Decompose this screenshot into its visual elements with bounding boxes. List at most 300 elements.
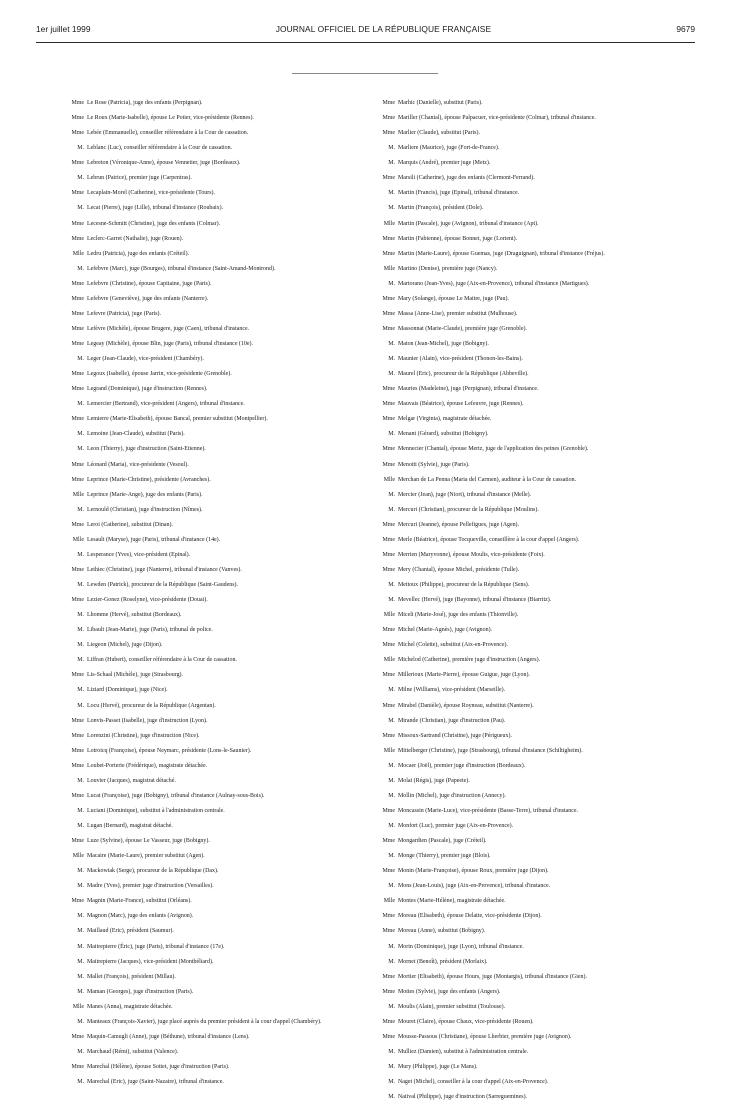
- list-item: [65, 401, 359, 416]
- civility-title: Mme: [71, 100, 84, 106]
- list-item: [65, 462, 359, 477]
- list-item: [376, 281, 670, 296]
- entry-text: Lhomme (Hervé), substitut (Bordeaux).: [87, 612, 182, 619]
- civility-title: Mlle: [72, 536, 84, 543]
- entry-text: Lemierre (Marie-Elisabeth), épouse Bancal, premier substitut (Montpellier).: [87, 416, 268, 423]
- list-item: [65, 507, 359, 522]
- civility-title: Mlle: [72, 1003, 84, 1010]
- entry-text: Legoux (Isabelle), épouse Jarrin, vice-présidente (Grenoble).: [87, 371, 232, 378]
- entry-text: Martin (Pascale), juge (Avignon), tribunal d'instance (Apt).: [398, 220, 539, 227]
- entry-text: Mollin (Michel), juge d'instruction (Annecy).: [398, 792, 506, 799]
- civility-title: M.: [77, 551, 84, 558]
- list-item: [65, 145, 359, 160]
- entry-text: Moncassin (Marie-Luce), vice-présidente (Basse-Terre), tribunal d'instance.: [398, 807, 579, 814]
- entry-text: Lesperance (Yves), vice-président (Epinal).: [87, 551, 191, 558]
- civility-title: Mme: [382, 807, 395, 814]
- list-item: [65, 296, 359, 311]
- civility-title: M.: [388, 356, 395, 363]
- list-item: [376, 748, 670, 763]
- entry-text: Lefebvre (Marc), juge (Bourges), tribunal d'instance (Saint-Amand-Montrond).: [87, 265, 276, 272]
- list-item: [376, 944, 670, 959]
- civility-title: M.: [388, 792, 395, 799]
- list-item: [65, 446, 359, 461]
- entry-text: Marechal (Eric), juge (Saint-Nazaire), tribunal d'instance.: [87, 1079, 224, 1086]
- list-item: [376, 537, 670, 552]
- list-item: [376, 477, 670, 492]
- entry-text: Morin (Dominique), juge (Lyon), tribunal d'instance.: [398, 943, 524, 950]
- entry-text: Lis-Schaal (Michèle), juge (Strasbourg).: [87, 672, 184, 679]
- civility-title: Mme: [382, 536, 395, 543]
- entry-text: Moulis (Alain), premier substitut (Toulouse).: [398, 1003, 506, 1010]
- list-item: [376, 160, 670, 175]
- civility-title: M.: [388, 190, 395, 197]
- entry-text: Martorano (Jean-Yves), juge (Aix-en-Provence), tribunal d'instance (Martigues).: [398, 280, 590, 287]
- list-item: [376, 1004, 670, 1019]
- list-item: [376, 130, 670, 145]
- entry-text: Melgar (Virginia), magistrate détachée.: [398, 416, 492, 423]
- list-item: [376, 883, 670, 898]
- list-item: [65, 522, 359, 537]
- civility-title: M.: [388, 431, 395, 438]
- list-item: [376, 793, 670, 808]
- list-item: [376, 507, 670, 522]
- list-item: [376, 838, 670, 853]
- civility-title: M.: [77, 612, 84, 619]
- entry-text: Lebée (Emmanuelle), conseiller référendaire à la Cour de cassation.: [87, 130, 249, 137]
- header-title: JOURNAL OFFICIEL DE LA RÉPUBLIQUE FRANÇAISE: [275, 24, 492, 34]
- civility-title: M.: [77, 582, 84, 588]
- entry-text: Maillaud (Eric), président (Saumur).: [87, 928, 174, 935]
- list-item: [376, 1064, 670, 1079]
- civility-title: Mme: [71, 130, 84, 137]
- entry-text: Natival (Philippe), juge d'instruction (Sarreguemines).: [398, 1094, 528, 1101]
- list-item: [376, 1049, 670, 1064]
- civility-title: Mlle: [383, 220, 395, 227]
- civility-title: M.: [388, 762, 395, 769]
- list-item: [376, 733, 670, 748]
- entry-text: Merle (Béatrice), épouse Tocqueville, conseillère à la cour d'appel (Angers).: [398, 536, 580, 543]
- civility-title: M.: [77, 205, 84, 212]
- civility-title: Mlle: [383, 476, 395, 483]
- header-date: 1er juillet 1999: [36, 24, 91, 34]
- list-item: [376, 597, 670, 612]
- entry-text: Monfort (Luc), premier juge (Aix-en-Provence).: [398, 823, 514, 829]
- civility-title: Mme: [71, 371, 84, 378]
- list-item: [65, 748, 359, 763]
- entry-text: Leblanc (Luc), conseiller référendaire à la Cour de cassation.: [87, 145, 233, 152]
- entry-text: Martin (Marie-Laure), épouse Guemas, juge (Draguignan), tribunal d'instance (Fréjus).: [398, 250, 605, 257]
- civility-title: M.: [388, 823, 395, 829]
- civility-title: Mme: [382, 521, 395, 528]
- list-item: [65, 1079, 359, 1094]
- list-item: [65, 251, 359, 266]
- page-header: [36, 24, 695, 38]
- civility-title: Mme: [382, 461, 395, 468]
- civility-title: M.: [388, 280, 395, 287]
- civility-title: Mme: [71, 115, 84, 122]
- list-item: [65, 492, 359, 507]
- left-column: [65, 100, 359, 1094]
- civility-title: M.: [77, 702, 84, 709]
- list-item: [65, 928, 359, 943]
- civility-title: Mme: [382, 928, 395, 935]
- list-item: [65, 627, 359, 642]
- list-item: [65, 642, 359, 657]
- civility-title: Mme: [71, 341, 84, 347]
- entry-text: Menotti (Sylvie), juge (Paris).: [398, 461, 470, 468]
- entry-text: Michel (Colette), substitut (Aix-en-Provence).: [398, 642, 508, 649]
- list-item: [376, 853, 670, 868]
- list-item: [65, 311, 359, 326]
- entry-text: Lorenzini (Christine), juge d'instruction (Nice).: [87, 732, 200, 739]
- entry-text: Lemercier (Bertrand), vice-président (Angers), tribunal d'instance.: [87, 401, 245, 408]
- entry-text: Léonard (Maria), vice-présidente (Vesoul).: [87, 461, 189, 468]
- entry-text: Ledru (Patricia), juge des enfants (Créteil).: [87, 250, 190, 257]
- civility-title: M.: [77, 506, 84, 513]
- entry-text: Maitrepierre (Jacques), vice-président (Montbéliard).: [87, 958, 214, 965]
- entry-text: Le Roux (Marie-Isabelle), épouse Le Potier, vice-présidente (Rennes).: [87, 115, 254, 122]
- list-item: [376, 928, 670, 943]
- entry-text: Madre (Yves), premier juge d'instruction (Versailles).: [87, 883, 214, 890]
- list-item: [65, 672, 359, 687]
- civility-title: M.: [388, 371, 395, 378]
- list-item: [376, 582, 670, 597]
- list-item: [65, 326, 359, 341]
- civility-title: Mme: [382, 988, 395, 995]
- entry-text: Molat (Régis), juge (Papeete).: [398, 777, 470, 784]
- entry-text: Le Rose (Patricia), juge des enfants (Perpignan).: [87, 100, 203, 106]
- civility-title: Mme: [71, 838, 84, 845]
- entry-text: Macaire (Marie-Laure), premier substitut (Agen).: [87, 853, 205, 860]
- entry-text: Mery (Chantal), épouse Michel, présidente (Tulle).: [398, 566, 520, 573]
- civility-title: Mme: [71, 732, 84, 739]
- list-item: [65, 868, 359, 883]
- civility-title: Mme: [71, 190, 84, 197]
- civility-title: Mme: [382, 1033, 395, 1040]
- list-item: [376, 627, 670, 642]
- civility-title: Mlle: [383, 265, 395, 272]
- civility-title: Mme: [382, 672, 395, 679]
- entry-text: Maman (Georges), juge d'instruction (Paris).: [87, 988, 194, 995]
- list-item: [65, 1034, 359, 1049]
- entry-text: Martin (Fabienne), épouse Bonnet, juge (Lorient).: [398, 235, 518, 242]
- entry-text: Mennecier (Chantal), épouse Mertz, juge de l'application des peines (Grenoble).: [398, 446, 589, 453]
- list-item: [65, 537, 359, 552]
- entry-text: Liziard (Dominique), juge (Nice).: [87, 687, 168, 694]
- civility-title: M.: [77, 145, 84, 152]
- list-item: [376, 898, 670, 913]
- entry-text: Legrand (Dominique), juge d'instruction (Rennes).: [87, 386, 208, 393]
- list-item: [65, 657, 359, 672]
- list-item: [376, 221, 670, 236]
- list-item: [376, 205, 670, 220]
- civility-title: M.: [388, 160, 395, 167]
- civility-title: M.: [77, 958, 84, 965]
- list-item: [376, 431, 670, 446]
- list-item: [376, 416, 670, 431]
- entry-text: Mornet (Benoît), président (Morlaix).: [398, 958, 488, 965]
- entry-text: Lonvis-Passet (Isabelle), juge d'instruction (Lyon).: [87, 717, 208, 724]
- civility-title: M.: [77, 988, 84, 995]
- entry-text: Leger (Jean-Claude), vice-président (Chambéry).: [87, 356, 204, 363]
- entry-text: Liffran (Hubert), conseiller référendaire à la Cour de cassation.: [87, 657, 237, 664]
- list-item: [65, 221, 359, 236]
- civility-title: Mme: [71, 747, 84, 754]
- civility-title: M.: [388, 1094, 395, 1101]
- entry-text: Mauries (Madeleine), juge (Perpignan), tribunal d'instance.: [398, 386, 539, 393]
- civility-title: Mme: [71, 898, 84, 905]
- civility-title: M.: [77, 807, 84, 814]
- list-item: [376, 236, 670, 251]
- entry-text: Marechal (Hélène), épouse Sottet, juge d'instruction (Paris).: [87, 1064, 230, 1070]
- civility-title: Mme: [71, 597, 84, 604]
- civility-title: M.: [77, 446, 84, 453]
- civility-title: Mme: [71, 220, 84, 227]
- list-item: [65, 597, 359, 612]
- list-item: [65, 552, 359, 567]
- entry-text: Lecesne-Schmitt (Christine), juge des enfants (Colmar).: [87, 220, 221, 227]
- list-item: [65, 898, 359, 913]
- entry-text: Mongardien (Pascale), juge (Créteil).: [398, 838, 487, 845]
- civility-title: Mme: [71, 280, 84, 287]
- civility-title: Mme: [382, 627, 395, 634]
- civility-title: Mme: [382, 295, 395, 302]
- civility-title: Mme: [382, 386, 395, 393]
- list-item: [65, 1064, 359, 1079]
- entry-text: Mocaer (Joël), premier juge d'instruction (Bordeaux).: [398, 762, 526, 769]
- civility-title: Mme: [382, 325, 395, 332]
- header-short-rule: [292, 73, 438, 74]
- entry-text: Marsili (Catherine), juge des enfants (Clermont-Ferrand).: [398, 175, 535, 182]
- civility-title: M.: [77, 265, 84, 272]
- civility-title: Mme: [71, 672, 84, 679]
- entry-text: Menant (Gérard), substitut (Bobigny).: [398, 431, 489, 438]
- list-item: [376, 974, 670, 989]
- list-item: [65, 130, 359, 145]
- list-item: [376, 642, 670, 657]
- entry-text: Mirabel (Danièle), épouse Royneau, substitut (Nanterre).: [398, 702, 534, 709]
- entry-text: Liegeon (Michel), juge (Dijon).: [87, 642, 163, 649]
- civility-title: M.: [77, 823, 84, 829]
- civility-title: M.: [388, 341, 395, 347]
- entry-text: Mercuri (Christian), procureur de la République (Moulins).: [398, 506, 539, 513]
- entry-text: Michelod (Catherine), première juge d'instruction (Angers).: [398, 657, 541, 664]
- list-item: [65, 175, 359, 190]
- list-item: [376, 823, 670, 838]
- entry-text: Maurel (Eric), procureur de la République (Abbeville).: [398, 371, 529, 378]
- list-item: [65, 793, 359, 808]
- entry-text: Mauvais (Béatrice), épouse Lefeuvre, juge (Rennes).: [398, 401, 524, 408]
- list-item: [376, 868, 670, 883]
- list-item: [65, 959, 359, 974]
- entry-text: Lesault (Maryse), juge (Paris), tribunal d'instance (14e).: [87, 536, 221, 543]
- civility-title: M.: [77, 627, 84, 634]
- civility-title: M.: [388, 491, 395, 498]
- list-item: [65, 733, 359, 748]
- civility-title: M.: [388, 597, 395, 604]
- list-item: [65, 100, 359, 115]
- civility-title: Mme: [382, 913, 395, 920]
- civility-title: Mme: [382, 1018, 395, 1025]
- list-item: [65, 853, 359, 868]
- entry-text: Lecat (Pierre), juge (Lille), tribunal d'instance (Roubaix).: [87, 205, 224, 212]
- entry-text: Mortier (Elisabeth), épouse Hours, juge (Montargis), tribunal d'instance (Gien).: [398, 973, 587, 980]
- entry-text: Marliere (Maurice), juge (Fort-de-France).: [398, 145, 500, 152]
- list-item: [65, 371, 359, 386]
- civility-title: M.: [388, 205, 395, 212]
- entry-text: Martino (Denise), première juge (Nancy).: [398, 265, 498, 272]
- list-item: [376, 492, 670, 507]
- civility-title: Mlle: [72, 250, 84, 257]
- entry-text: Mouret (Claire), épouse Chaux, vice-présidente (Rouen).: [398, 1018, 534, 1025]
- list-item: [65, 431, 359, 446]
- civility-title: M.: [77, 973, 84, 980]
- civility-title: M.: [77, 868, 84, 875]
- entry-text: Marhic (Danielle), substitut (Paris).: [398, 100, 483, 106]
- entry-text: Marlier (Claude), substitut (Paris).: [398, 130, 480, 137]
- entry-text: Merchan de La Penna (Maria del Carmen), auditeur à la Cour de cassation.: [398, 476, 577, 483]
- civility-title: Mme: [71, 1033, 84, 1040]
- civility-title: Mme: [71, 476, 84, 483]
- list-item: [65, 974, 359, 989]
- civility-title: Mme: [382, 868, 395, 875]
- entry-text: Luciani (Dominique), substitut à l'administration centrale.: [87, 807, 225, 814]
- entry-text: Lemoine (Jean-Claude), substitut (Paris).: [87, 431, 185, 438]
- entry-text: Legeay (Michèle), épouse Blin, juge (Paris), tribunal d'instance (10e).: [87, 341, 253, 347]
- list-item: [65, 477, 359, 492]
- list-item: [65, 582, 359, 597]
- civility-title: Mme: [71, 325, 84, 332]
- entry-text: Leon (Thierry), juge d'instruction (Saint-Etienne).: [87, 446, 206, 453]
- list-item: [376, 763, 670, 778]
- entry-text: Merrien (Maryvonne), épouse Moulis, vice-présidente (Foix).: [398, 551, 545, 558]
- entry-text: Marquis (André), premier juge (Metz).: [398, 160, 491, 167]
- list-item: [65, 913, 359, 928]
- list-item: [376, 145, 670, 160]
- civility-title: Mme: [382, 551, 395, 558]
- list-item: [65, 190, 359, 205]
- entry-text: Mirande (Christian), juge d'instruction (Pau).: [398, 717, 506, 724]
- entry-text: Moreau (Elisabeth), épouse Delatte, vice-présidente (Dijon).: [398, 913, 542, 920]
- list-item: [376, 959, 670, 974]
- entry-text: Lernould (Christian), juge d'instruction (Nîmes).: [87, 506, 203, 513]
- list-item: [376, 266, 670, 281]
- list-item: [376, 687, 670, 702]
- entry-text: Libault (Jean-Marie), juge (Paris), tribunal de police.: [87, 627, 213, 634]
- civility-title: M.: [77, 777, 84, 784]
- civility-title: Mlle: [383, 747, 395, 754]
- list-item: [376, 552, 670, 567]
- entry-text: Locu (Hervé), procureur de la République (Argentan).: [87, 702, 216, 709]
- entry-text: Magnin (Marie-France), substitut (Orléans).: [87, 898, 192, 905]
- entry-text: Lebreton (Véronique-Anne), épouse Vennetier, juge (Bordeaux).: [87, 160, 241, 167]
- civility-title: M.: [388, 1064, 395, 1070]
- entry-text: Mottes (Sylvie), juge des enfants (Angers).: [398, 988, 501, 995]
- civility-title: Mme: [382, 732, 395, 739]
- header-page-number: 9679: [676, 24, 695, 34]
- civility-title: Mme: [382, 100, 395, 106]
- entry-text: Leprince (Marie-Christine), présidente (Avranches).: [87, 476, 211, 483]
- entry-text: Lefèvre (Michèle), épouse Brugere, juge (Caen), tribunal d'instance.: [87, 325, 250, 332]
- list-item: [65, 883, 359, 898]
- list-item: [65, 160, 359, 175]
- list-item: [65, 115, 359, 130]
- civility-title: Mlle: [383, 612, 395, 619]
- entry-text: Monin (Marie-Françoise), épouse Roux, première juge (Dijon).: [398, 868, 549, 875]
- civility-title: M.: [77, 1048, 84, 1055]
- entry-text: Mercuri (Jeanne), épouse Pellefigues, juge (Agen).: [398, 521, 520, 528]
- list-item: [376, 657, 670, 672]
- civility-title: Mme: [71, 235, 84, 242]
- entry-text: Monge (Thierry), premier juge (Blois).: [398, 853, 491, 860]
- entry-text: Leprince (Marie-Ange), juge des enfants (Paris).: [87, 491, 203, 498]
- list-item: [65, 944, 359, 959]
- list-item: [376, 1034, 670, 1049]
- list-item: [65, 778, 359, 793]
- entry-text: Lezier-Gonez (Roselyne), vice-présidente (Douai).: [87, 597, 208, 604]
- civility-title: Mme: [382, 235, 395, 242]
- civility-title: M.: [388, 717, 395, 724]
- entry-text: Manteaux (François-Xavier), juge placé auprès du premier président à la cour d'appel (Chambéry).: [87, 1018, 322, 1025]
- list-item: [65, 823, 359, 838]
- entry-text: Mariller (Chantal), épouse Palpacuer, vice-présidente (Colmar), tribunal d'instance.: [398, 115, 596, 122]
- entry-text: Maquin-Camugli (Anne), juge (Béthune), tribunal d'instance (Lens).: [87, 1033, 250, 1040]
- entry-text: Michel (Marie-Agnès), juge (Avignon).: [398, 627, 493, 634]
- civility-title: Mme: [382, 130, 395, 137]
- entry-text: Missoux-Sartrand (Christine), juge (Périgueux).: [398, 732, 512, 739]
- civility-title: M.: [77, 401, 84, 408]
- entry-text: Mallet (François), président (Millau).: [87, 973, 176, 980]
- list-item: [65, 341, 359, 356]
- civility-title: M.: [77, 1079, 84, 1086]
- civility-title: M.: [388, 145, 395, 152]
- list-item: [376, 371, 670, 386]
- entry-text: Leclerc-Garret (Nathalie), juge (Rouen).: [87, 235, 184, 242]
- list-item: [65, 687, 359, 702]
- header-rule: [36, 42, 695, 43]
- list-item: [376, 1079, 670, 1094]
- entry-text: Louvier (Jacques), magistrat détaché.: [87, 777, 176, 784]
- entry-text: Mercier (Jean), juge (Niort), tribunal d'instance (Melle).: [398, 491, 532, 498]
- civility-title: Mme: [71, 461, 84, 468]
- list-item: [376, 446, 670, 461]
- civility-title: M.: [77, 1018, 84, 1025]
- civility-title: M.: [77, 175, 84, 182]
- civility-title: Mme: [71, 762, 84, 769]
- entry-text: Manes (Anna), magistrate détachée.: [87, 1003, 173, 1010]
- entry-text: Mary (Solange), épouse Le Maitre, juge (Pau).: [398, 295, 509, 302]
- list-item: [65, 266, 359, 281]
- civility-title: Mme: [71, 521, 84, 528]
- civility-title: M.: [388, 883, 395, 890]
- entry-text: Mousse-Passous (Christiane), épouse Lherbier, première juge (Avignon).: [398, 1033, 572, 1040]
- civility-title: Mme: [71, 1064, 84, 1070]
- entry-text: Miceli (Marie-José), juge des enfants (Thionville).: [398, 612, 519, 619]
- entry-text: Naget (Michel), conseiller à la cour d'appel (Aix-en-Provence).: [398, 1079, 549, 1086]
- entry-text: Lefevre (Patricia), juge (Paris).: [87, 310, 162, 317]
- list-item: [376, 718, 670, 733]
- entry-text: Martin (Francis), juge (Epinal), tribunal d'instance.: [398, 190, 520, 197]
- list-item: [376, 672, 670, 687]
- civility-title: M.: [388, 1048, 395, 1055]
- civility-title: M.: [77, 657, 84, 664]
- civility-title: M.: [77, 928, 84, 935]
- list-item: [376, 100, 670, 115]
- entry-text: Lucat (Françoise), juge (Bobigny), tribunal d'instance (Aulnay-sous-Bois).: [87, 792, 265, 799]
- list-item: [376, 1094, 670, 1109]
- list-item: [376, 251, 670, 266]
- civility-title: Mlle: [72, 853, 84, 860]
